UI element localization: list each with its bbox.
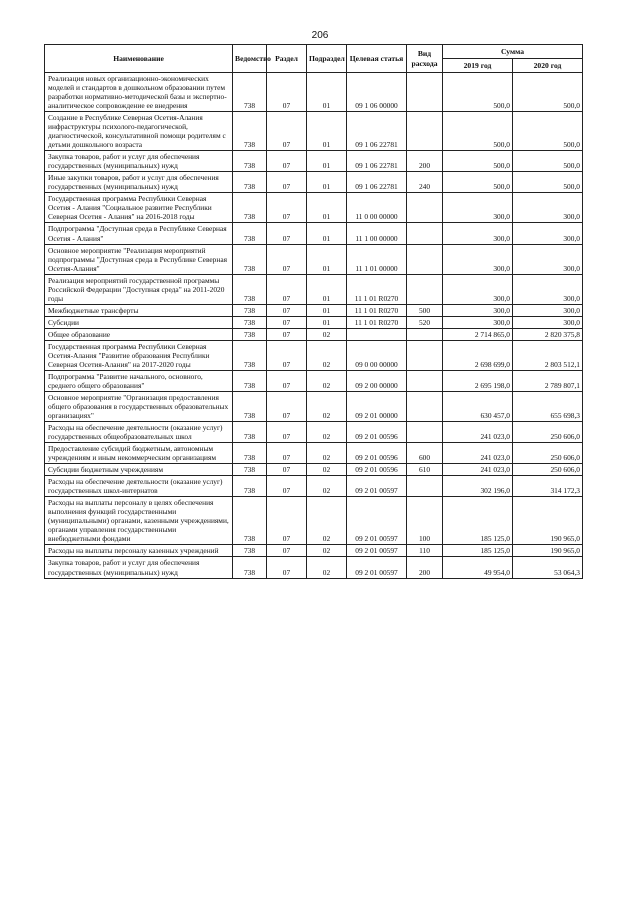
cell-ved: 738 bbox=[233, 244, 267, 274]
cell-2019: 500,0 bbox=[443, 172, 513, 193]
cell-2020: 300,0 bbox=[513, 244, 583, 274]
cell-name: Закупка товаров, работ и услуг для обеспечения государственных (муниципальных) нужд bbox=[45, 151, 233, 172]
cell-celevaya: 09 1 06 00000 bbox=[347, 73, 407, 112]
header-summa: Сумма bbox=[443, 45, 583, 59]
table-row bbox=[45, 304, 583, 316]
cell-celevaya: 09 2 01 00596 bbox=[347, 422, 407, 443]
cell-podrazdel: 01 bbox=[307, 73, 347, 112]
table-row bbox=[45, 443, 583, 464]
cell-ved: 738 bbox=[233, 193, 267, 223]
table-row bbox=[45, 557, 583, 578]
cell-2020: 314 172,3 bbox=[513, 476, 583, 497]
cell-podrazdel: 02 bbox=[307, 340, 347, 370]
cell-ved: 738 bbox=[233, 172, 267, 193]
cell-vid bbox=[407, 476, 443, 497]
cell-celevaya: 09 2 01 00597 bbox=[347, 476, 407, 497]
cell-vid bbox=[407, 370, 443, 391]
table-row bbox=[45, 223, 583, 244]
cell-ved: 738 bbox=[233, 304, 267, 316]
cell-razdel: 07 bbox=[267, 545, 307, 557]
cell-razdel: 07 bbox=[267, 464, 307, 476]
cell-celevaya bbox=[347, 328, 407, 340]
cell-celevaya: 11 0 00 00000 bbox=[347, 193, 407, 223]
header-ved: Ведомство bbox=[233, 45, 267, 73]
cell-podrazdel: 02 bbox=[307, 391, 347, 421]
cell-vid: 110 bbox=[407, 545, 443, 557]
cell-celevaya: 09 2 01 00597 bbox=[347, 545, 407, 557]
cell-2019: 300,0 bbox=[443, 316, 513, 328]
cell-razdel: 07 bbox=[267, 73, 307, 112]
cell-name: Закупка товаров, работ и услуг для обеспечения государственных (муниципальных) нужд bbox=[45, 557, 233, 578]
cell-2020: 190 965,0 bbox=[513, 497, 583, 545]
table-row bbox=[45, 370, 583, 391]
cell-razdel: 07 bbox=[267, 223, 307, 244]
cell-2019: 2 714 865,0 bbox=[443, 328, 513, 340]
cell-vid: 600 bbox=[407, 443, 443, 464]
cell-2019: 241 023,0 bbox=[443, 464, 513, 476]
cell-celevaya: 09 2 01 00597 bbox=[347, 497, 407, 545]
cell-razdel: 07 bbox=[267, 304, 307, 316]
header-year-2020: 2020 год bbox=[513, 59, 583, 73]
cell-razdel: 07 bbox=[267, 497, 307, 545]
table-row bbox=[45, 476, 583, 497]
cell-name: Основное мероприятие "Реализация мероприятий подпрограммы "Доступная среда в Республике Северная Осетия-Алания" bbox=[45, 244, 233, 274]
cell-2019: 500,0 bbox=[443, 112, 513, 151]
header-vid: Вид расхода bbox=[407, 45, 443, 73]
page-number: 206 bbox=[311, 30, 329, 41]
cell-2020: 300,0 bbox=[513, 274, 583, 304]
cell-vid bbox=[407, 244, 443, 274]
table-row bbox=[45, 112, 583, 151]
cell-celevaya: 09 1 06 22781 bbox=[347, 112, 407, 151]
cell-ved: 738 bbox=[233, 151, 267, 172]
cell-vid bbox=[407, 391, 443, 421]
cell-razdel: 07 bbox=[267, 391, 307, 421]
cell-2020: 300,0 bbox=[513, 223, 583, 244]
cell-name: Государственная программа Республики Северная Осетия-Алания "Развитие образования Республики Северная Осетия-Алания" на 2017-2020 годы bbox=[45, 340, 233, 370]
cell-vid bbox=[407, 73, 443, 112]
cell-2019: 300,0 bbox=[443, 223, 513, 244]
cell-ved: 738 bbox=[233, 328, 267, 340]
cell-podrazdel: 02 bbox=[307, 476, 347, 497]
cell-name: Иные закупки товаров, работ и услуг для обеспечения государственных (муниципальных) нужд bbox=[45, 172, 233, 193]
cell-ved: 738 bbox=[233, 497, 267, 545]
cell-2019: 2 698 699,0 bbox=[443, 340, 513, 370]
cell-celevaya: 11 1 00 00000 bbox=[347, 223, 407, 244]
cell-celevaya: 09 2 01 00597 bbox=[347, 557, 407, 578]
cell-2019: 241 023,0 bbox=[443, 422, 513, 443]
cell-razdel: 07 bbox=[267, 422, 307, 443]
cell-name: Субсидии бюджетным учреждениям bbox=[45, 464, 233, 476]
cell-name: Межбюджетные трансферты bbox=[45, 304, 233, 316]
cell-ved: 738 bbox=[233, 464, 267, 476]
cell-podrazdel: 02 bbox=[307, 497, 347, 545]
table-header bbox=[45, 45, 583, 73]
cell-podrazdel: 01 bbox=[307, 172, 347, 193]
cell-name: Расходы на выплаты персоналу в целях обеспечения выполнения функций государственными (муниципальными) органами, казенными учреждениями, органами управления государственными внебюджетными фондами bbox=[45, 497, 233, 545]
cell-ved: 738 bbox=[233, 112, 267, 151]
header-celevaya: Целевая статья bbox=[347, 45, 407, 73]
cell-2020: 300,0 bbox=[513, 316, 583, 328]
cell-2020: 300,0 bbox=[513, 304, 583, 316]
cell-name: Расходы на обеспечение деятельности (оказание услуг) государственных школ-интернатов bbox=[45, 476, 233, 497]
table-row bbox=[45, 340, 583, 370]
cell-2019: 300,0 bbox=[443, 244, 513, 274]
cell-podrazdel: 02 bbox=[307, 328, 347, 340]
cell-razdel: 07 bbox=[267, 443, 307, 464]
cell-vid bbox=[407, 422, 443, 443]
cell-vid: 240 bbox=[407, 172, 443, 193]
cell-ved: 738 bbox=[233, 476, 267, 497]
cell-2020: 655 698,3 bbox=[513, 391, 583, 421]
cell-2020: 190 965,0 bbox=[513, 545, 583, 557]
cell-vid: 100 bbox=[407, 497, 443, 545]
cell-2020: 53 064,3 bbox=[513, 557, 583, 578]
cell-podrazdel: 02 bbox=[307, 545, 347, 557]
cell-vid bbox=[407, 328, 443, 340]
cell-podrazdel: 01 bbox=[307, 244, 347, 274]
cell-2019: 185 125,0 bbox=[443, 497, 513, 545]
table-row bbox=[45, 464, 583, 476]
cell-2020: 500,0 bbox=[513, 73, 583, 112]
cell-podrazdel: 02 bbox=[307, 370, 347, 391]
cell-ved: 738 bbox=[233, 443, 267, 464]
cell-2019: 2 695 198,0 bbox=[443, 370, 513, 391]
cell-razdel: 07 bbox=[267, 172, 307, 193]
cell-name: Реализация мероприятий государственной программы Российской Федерации "Доступная среда" на 2011-2020 годы bbox=[45, 274, 233, 304]
table-row bbox=[45, 422, 583, 443]
cell-vid bbox=[407, 193, 443, 223]
cell-2019: 500,0 bbox=[443, 151, 513, 172]
cell-ved: 738 bbox=[233, 391, 267, 421]
cell-2020: 500,0 bbox=[513, 112, 583, 151]
cell-vid bbox=[407, 223, 443, 244]
cell-podrazdel: 01 bbox=[307, 316, 347, 328]
table-row bbox=[45, 316, 583, 328]
cell-vid: 500 bbox=[407, 304, 443, 316]
cell-vid: 520 bbox=[407, 316, 443, 328]
cell-2019: 500,0 bbox=[443, 73, 513, 112]
header-podrazdel: Подраздел bbox=[307, 45, 347, 73]
cell-razdel: 07 bbox=[267, 316, 307, 328]
cell-name: Государственная программа Республики Северная Осетия - Алания "Социальное развитие Республики Северная Осетия - Алания" на 2016-2018 годы bbox=[45, 193, 233, 223]
cell-2020: 2 789 807,1 bbox=[513, 370, 583, 391]
table-row bbox=[45, 545, 583, 557]
cell-razdel: 07 bbox=[267, 476, 307, 497]
cell-name: Создание в Республике Северная Осетия-Алания инфраструктуры психолого-педагогической, диагностической, консультативной помощи родителям с детьми дошкольного возраста bbox=[45, 112, 233, 151]
cell-podrazdel: 01 bbox=[307, 274, 347, 304]
table-row bbox=[45, 391, 583, 421]
cell-razdel: 07 bbox=[267, 112, 307, 151]
cell-2019: 300,0 bbox=[443, 274, 513, 304]
cell-ved: 738 bbox=[233, 223, 267, 244]
cell-2019: 302 196,0 bbox=[443, 476, 513, 497]
cell-ved: 738 bbox=[233, 370, 267, 391]
cell-celevaya: 11 1 01 R0270 bbox=[347, 316, 407, 328]
cell-2019: 49 954,0 bbox=[443, 557, 513, 578]
cell-celevaya: 09 1 06 22781 bbox=[347, 151, 407, 172]
table-row bbox=[45, 151, 583, 172]
cell-vid: 610 bbox=[407, 464, 443, 476]
cell-name: Расходы на обеспечение деятельности (оказание услуг) государственных общеобразовательных школ bbox=[45, 422, 233, 443]
cell-ved: 738 bbox=[233, 274, 267, 304]
cell-vid: 200 bbox=[407, 151, 443, 172]
cell-podrazdel: 01 bbox=[307, 151, 347, 172]
cell-name: Подпрограмма "Развитие начального, основного, среднего общего образования" bbox=[45, 370, 233, 391]
cell-razdel: 07 bbox=[267, 557, 307, 578]
cell-ved: 738 bbox=[233, 545, 267, 557]
cell-2019: 185 125,0 bbox=[443, 545, 513, 557]
cell-podrazdel: 01 bbox=[307, 193, 347, 223]
cell-podrazdel: 02 bbox=[307, 464, 347, 476]
cell-podrazdel: 01 bbox=[307, 112, 347, 151]
cell-razdel: 07 bbox=[267, 328, 307, 340]
cell-razdel: 07 bbox=[267, 370, 307, 391]
cell-celevaya: 09 2 00 00000 bbox=[347, 370, 407, 391]
header-razdel: Раздел bbox=[267, 45, 307, 73]
cell-razdel: 07 bbox=[267, 340, 307, 370]
cell-2019: 300,0 bbox=[443, 193, 513, 223]
cell-razdel: 07 bbox=[267, 244, 307, 274]
cell-2020: 500,0 bbox=[513, 172, 583, 193]
header-name: Наименование bbox=[45, 45, 233, 73]
table-row bbox=[45, 497, 583, 545]
cell-ved: 738 bbox=[233, 422, 267, 443]
table-row bbox=[45, 172, 583, 193]
cell-2020: 300,0 bbox=[513, 193, 583, 223]
header-year-2019: 2019 год bbox=[443, 59, 513, 73]
cell-podrazdel: 02 bbox=[307, 422, 347, 443]
cell-ved: 738 bbox=[233, 340, 267, 370]
cell-razdel: 07 bbox=[267, 151, 307, 172]
cell-name: Предоставление субсидий бюджетным, автономным учреждениям и иным некоммерческим организациям bbox=[45, 443, 233, 464]
cell-razdel: 07 bbox=[267, 193, 307, 223]
cell-podrazdel: 02 bbox=[307, 443, 347, 464]
cell-name: Субсидии bbox=[45, 316, 233, 328]
cell-vid: 200 bbox=[407, 557, 443, 578]
cell-2019: 241 023,0 bbox=[443, 443, 513, 464]
cell-name: Реализация новых организационно-экономических моделей и стандартов в дошкольном образовании путем разработки нормативно-методической базы и экспертно-аналитическое сопровождение ее внедрения bbox=[45, 73, 233, 112]
cell-2020: 250 606,0 bbox=[513, 443, 583, 464]
cell-2020: 250 606,0 bbox=[513, 422, 583, 443]
cell-celevaya: 09 0 00 00000 bbox=[347, 340, 407, 370]
cell-name: Подпрограмма "Доступная среда в Республике Северная Осетия - Алания" bbox=[45, 223, 233, 244]
cell-ved: 738 bbox=[233, 557, 267, 578]
cell-name: Расходы на выплаты персоналу казенных учреждений bbox=[45, 545, 233, 557]
table-row bbox=[45, 244, 583, 274]
cell-name: Основное мероприятие "Организация предоставления общего образования в государственных образовательных организациях" bbox=[45, 391, 233, 421]
cell-vid bbox=[407, 112, 443, 151]
cell-2020: 500,0 bbox=[513, 151, 583, 172]
cell-2020: 2 820 375,8 bbox=[513, 328, 583, 340]
cell-vid bbox=[407, 340, 443, 370]
cell-podrazdel: 02 bbox=[307, 557, 347, 578]
cell-podrazdel: 01 bbox=[307, 304, 347, 316]
cell-razdel: 07 bbox=[267, 274, 307, 304]
cell-celevaya: 09 1 06 22781 bbox=[347, 172, 407, 193]
cell-2019: 300,0 bbox=[443, 304, 513, 316]
cell-2020: 2 803 512,1 bbox=[513, 340, 583, 370]
table-row bbox=[45, 328, 583, 340]
table-row bbox=[45, 193, 583, 223]
cell-celevaya: 09 2 01 00596 bbox=[347, 464, 407, 476]
cell-podrazdel: 01 bbox=[307, 223, 347, 244]
table-row bbox=[45, 73, 583, 112]
cell-celevaya: 09 2 01 00000 bbox=[347, 391, 407, 421]
cell-celevaya: 11 1 01 00000 bbox=[347, 244, 407, 274]
cell-2020: 250 606,0 bbox=[513, 464, 583, 476]
cell-vid bbox=[407, 274, 443, 304]
budget-table bbox=[44, 44, 583, 579]
cell-ved: 738 bbox=[233, 316, 267, 328]
table-row bbox=[45, 274, 583, 304]
table-body bbox=[45, 73, 583, 579]
cell-celevaya: 11 1 01 R0270 bbox=[347, 274, 407, 304]
cell-2019: 630 457,0 bbox=[443, 391, 513, 421]
cell-celevaya: 09 2 01 00596 bbox=[347, 443, 407, 464]
cell-name: Общее образование bbox=[45, 328, 233, 340]
cell-celevaya: 11 1 01 R0270 bbox=[347, 304, 407, 316]
cell-ved: 738 bbox=[233, 73, 267, 112]
